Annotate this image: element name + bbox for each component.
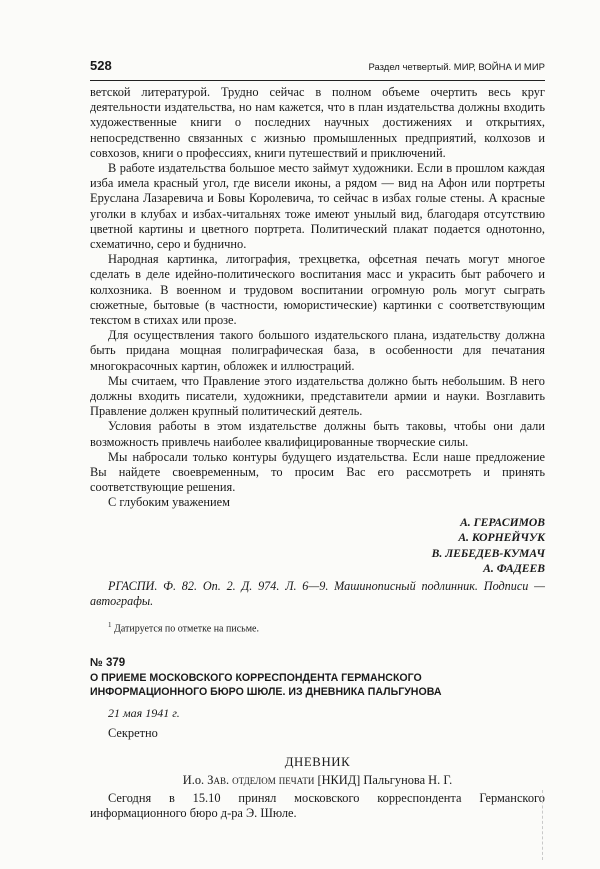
signatures [90, 515, 545, 577]
diary-subtitle-prefix: И.о. [182, 772, 208, 787]
document-page [90, 58, 545, 821]
signatory: А. ФАДЕЕВ [483, 562, 545, 576]
closing-phrase: С глубоким уважением [108, 495, 230, 510]
paragraph: В работе издательства большое место займут художники. Если в прошлом каждая изба имела красный угол, где висели иконы, а рядом — вид на Афон или портреты Еруслана Лазаревича и Бовы Королевича, то сейчас в избах голые стены. А красные уголки в клубах и избах-читальнях тоже имеют унылый вид, благодаря отсутствию цветной картины и цветного портрета. Политический плакат подается однотонно, схематично, серо и буднично. [90, 161, 545, 252]
diary-subtitle-position: Зав. отделом печати [207, 772, 315, 787]
footnote-text: Датируется по отметке на письме. [114, 623, 259, 635]
paragraph: ветской литературой. Трудно сейчас в полном объеме очертить весь круг деятельности издательства, но нам кажется, что в план издательства должны входить художественные книги о последних научных достижениях и открытиях, непосредственно связанных с жизнью промышленных предприятий, колхозов и совхозов, книги о профессиях, книги путешествий и приключений. [90, 85, 545, 160]
running-title: Раздел четвертый. МИР, ВОЙНА И МИР [368, 62, 545, 73]
signatory: А. ГЕРАСИМОВ [460, 515, 545, 529]
document-title-line: О ПРИЕМЕ МОСКОВСКОГО КОРРЕСПОНДЕНТА ГЕРМАНСКОГО [90, 671, 422, 684]
footnote-mark: 1 [108, 621, 112, 630]
paragraph: Для осуществления такого большого издательского плана, издательству должна быть придана мощная полиграфическая база, в особенности для печатания многокрасочных картин, обложек и иллюстраций. [90, 328, 545, 373]
document-number: № 379 [90, 656, 126, 669]
diary-subtitle [90, 773, 545, 788]
diary-subtitle-suffix: [НКИД] Пальгунова Н. Г. [314, 772, 453, 787]
document-date: 21 мая 1941 г. [108, 705, 180, 720]
signatory: В. ЛЕБЕДЕВ-КУМАЧ [431, 546, 545, 560]
paragraph: Мы считаем, что Правление этого издательства должно быть небольшим. В него должны входить писатели, художники, представители армии и науки. Возглавить Правление должен крупный политический деятель. [90, 373, 545, 419]
archive-note: РГАСПИ. Ф. 82. Оп. 2. Д. 974. Л. 6—9. Машинописный подлинник. Подписи — автографы. [90, 579, 545, 609]
page-header [90, 58, 545, 81]
paragraph: Условия работы в этом издательстве должны быть таковы, чтобы они дали возможность привлечь наиболее квалифицированные творческие силы. [90, 419, 545, 449]
signatory: А. КОРНЕЙЧУК [458, 531, 545, 545]
document-title [90, 671, 545, 700]
page-number: 528 [90, 58, 112, 73]
classification-label: Секретно [108, 725, 158, 740]
paragraph: Народная картинка, литография, трехцветка, офсетная печать могут многое сделать в деле идейно-политического воспитания масс и украсить быт рабочего и колхозника. В военном и трудовом воспитании огромную роль могут сыграть сюжетные, бытовые (в частности, юмористические) картинки с соответствующим текстом в стихах или прозе. [90, 252, 545, 328]
diary-heading: ДНЕВНИК [284, 754, 351, 769]
diary-text: Сегодня в 15.10 принял московского корреспондента Германского информационного бюро д-ра Э. Шюле. [90, 790, 545, 820]
document-title-line: ИНФОРМАЦИОННОГО БЮРО ШЮЛЕ. ИЗ ДНЕВНИКА ПАЛЬГУНОВА [90, 686, 442, 699]
paragraph: Мы набросали только контуры будущего издательства. Если наше предложение Вы найдете своевременным, то просим Вас его рассмотреть и принять соответствующие решения. [90, 449, 545, 495]
footnote [90, 621, 545, 634]
letter-body [90, 85, 545, 511]
scan-edge-mark [542, 790, 544, 860]
